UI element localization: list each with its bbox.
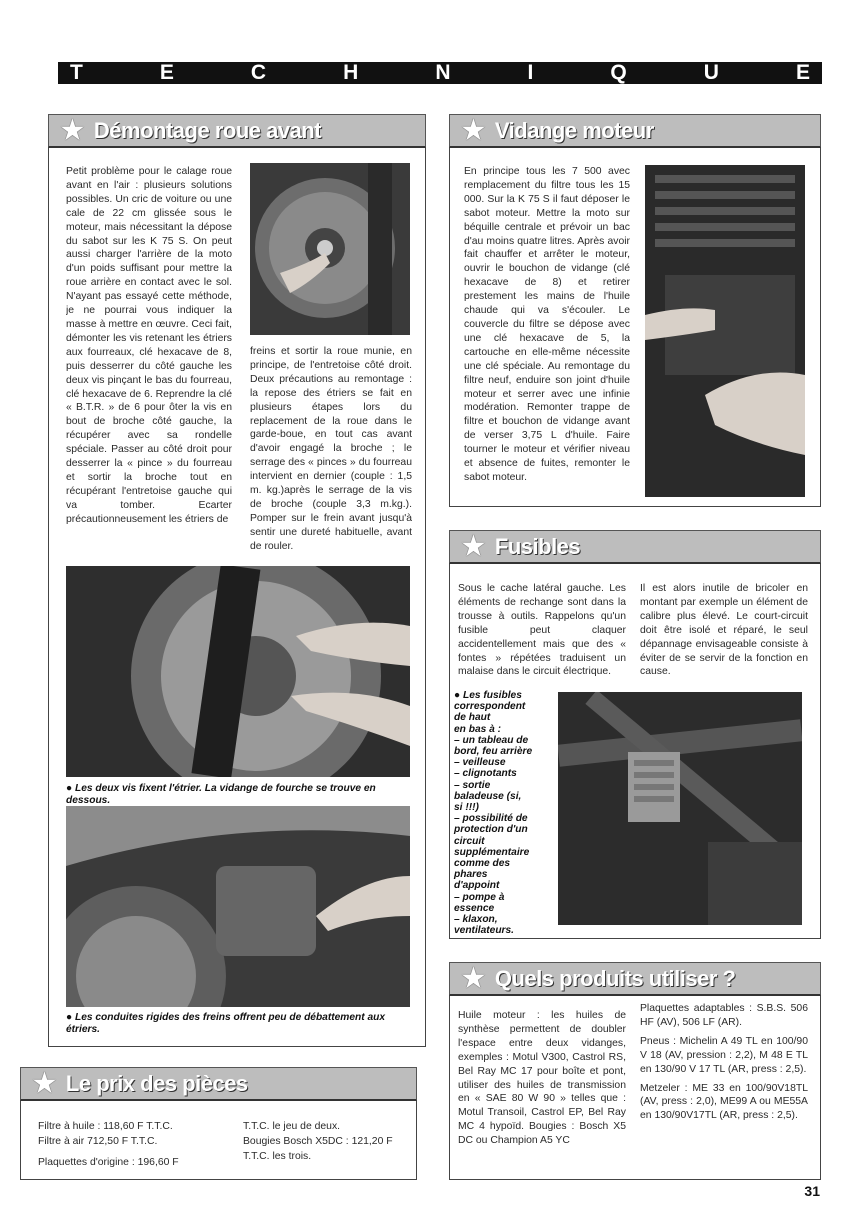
caliper-screws-photo (66, 566, 410, 777)
banner-letter: T (70, 61, 83, 84)
banner-letter: E (795, 61, 810, 84)
price-line: Bougies Bosch X5DC : 121,20 F (243, 1136, 393, 1147)
banner-letter: C (250, 61, 267, 84)
caption-line: circuit (454, 835, 485, 847)
caption-line: en bas à : (454, 723, 501, 735)
caption-line: supplémentaire (454, 846, 530, 858)
caption-line: – klaxon, (454, 914, 498, 926)
produits-plaquettes: Plaquettes adaptables : S.B.S. 506 HF (AV), 506 LF (AR). (640, 1003, 808, 1028)
prix-right (243, 1119, 413, 1164)
demontage-text-left: Petit problème pour le calage roue avant en l'air : plusieurs solutions possibles. Un cric de voiture ou une cale de 22 cm glissée sous le moteur, mais nécessitant la dépose du sabot sur les K 75 S. On peut aussi charger l'arrière de la moto d'un poids suffisant pour mettre la roue arrière en contact avec le sol. N'ayant pas essayé cette méthode, je ne pourrai vous indiquer la masse à mettre en œuvre. Ceci fait, démonter les vis retenant les étriers aux fourreaux, clé hexacave de 8, puis desserrer du côté gauche les deux vis pinçant le bas du fourreau, clé hexacave de 6. Reprendre la clé « B.T.R. » de 6 pour ôter la vis en bout de broche côté gauche, la récupérer avec sa rondelle spéciale. Passer au côté droit pour desserrer la « pince » du fourreau et sortir la broche tout en récupérant l'entretoise gauche qui va tomber. Ecarter précautionneusement les étriers de (66, 166, 232, 525)
vidange-title: Vidange moteur (494, 117, 654, 143)
star-icon: ★ (460, 529, 487, 563)
caption-line: – possibilité de (454, 813, 528, 825)
prix-header (20, 1067, 417, 1101)
caption-line: baladeuse (si, (454, 790, 522, 802)
price-line: Filtre à air 712,50 F T.T.C. (38, 1136, 158, 1147)
demontage-title: Démontage roue avant (93, 117, 322, 143)
caption-line: phares (454, 869, 488, 881)
prix-title: Le prix des pièces (65, 1070, 248, 1096)
fusibles-caption (454, 690, 558, 936)
produits-pneus: Pneus : Michelin A 49 TL en 100/90 V 18 (AV, pression : 2,2), M 48 E TL en 130/90 V 17 TL (AR, press : 2,5). (640, 1035, 808, 1075)
price-line: Plaquettes d'origine : 196,60 F (38, 1157, 179, 1168)
demontage-text-right: freins et sortir la roue munie, en principe, de l'entretoise côté droit. Deux précautions au remontage : la repose des étriers se fait en plusieurs étapes lors du replacement de la roue dans le garde-boue, en tout cas avant d'avoir engagé la broche ; le serrage des « pinces » du fourreau intervient en dernier (couple : 1,5 m. kg.)après le serrage de la vis de broche (couple 3,3 m.kg.). Pomper sur le frein avant jusqu'à sentir une dureté habituelle, avant de rouler. (250, 346, 412, 552)
star-icon: ★ (460, 961, 487, 995)
caption-line: correspondent (454, 701, 526, 713)
caption-caliper: ● Les deux vis fixent l'étrier. La vidange de fourche se trouve en dessous. (66, 783, 376, 806)
caption-line: comme des (454, 858, 511, 870)
caption-line: – clignotants (454, 768, 517, 780)
fusibles-text-left: Sous le cache latéral gauche. Les éléments de rechange sont dans la trousse à outils. Rappelons qu'un fusible peut claquer accidentellement mais que des « fontes » répétées traduisent un malaise dans le circuit électrique. (458, 583, 626, 678)
caption-line: ● Les fusibles (454, 690, 522, 701)
produits-metzeler: Metzeler : ME 33 en 100/90V18TL (AV, press : 2,0), ME99 A ou ME55A en 130/90V17TL (AR, press : 2,5). (640, 1082, 808, 1122)
caption-brake-lines: ● Les conduites rigides des freins offrent peu de débattement aux étriers. (66, 1012, 386, 1035)
caption-line: – pompe à (454, 891, 505, 903)
page-number: 31 (804, 1183, 820, 1199)
technique-banner (58, 62, 822, 84)
front-wheel-photo (250, 163, 410, 335)
caption-line: ventilateurs. (454, 925, 515, 937)
banner-letter: H (343, 61, 359, 84)
vidange-text: En principe tous les 7 500 avec remplacement du filtre tous les 15 000. Sur la K 75 S il faut déposer le sabot moteur. Mettre la moto sur béquille centrale et prévoir un bac d'au moins quatre litres. Après avoir fait chauffer et arrêter le moteur, ouvrir le bouchon de vidange (clé hexacave de 8) et retirer prestement les mains de l'huile chaude qui va s'écouler. Le couvercle du filtre se dépose avec une clé hexacave de 5, la cartouche en elle-même nécessite une clé spéciale. Au remontage du filtre neuf, enduire son joint d'huile moteur et serrer avec une infinie modération. Remonter trappe de filtre et bouchon de vidange avant de verser 3,75 L d'huile. Faire tourner le moteur et vérifier niveau et absence de fuites, remonter le sabot moteur. (464, 166, 630, 483)
fusibles-header (449, 530, 821, 564)
brake-lines-photo (66, 806, 410, 1007)
fuse-box-photo (558, 692, 802, 925)
prix-left (38, 1119, 238, 1170)
banner-letter: N (435, 61, 451, 84)
price-line: Filtre à huile : 118,60 F T.T.C. (38, 1121, 173, 1132)
caption-line: – un tableau de (454, 734, 529, 746)
demontage-header (48, 114, 426, 148)
banner-letter: Q (610, 61, 627, 84)
banner-letter: U (703, 61, 719, 84)
engine-oil-photo (645, 165, 805, 497)
banner-letter: I (527, 61, 534, 84)
produits-text-left: Huile moteur : les huiles de synthèse permettent de doubler l'espace entre deux vidanges, exemples : Motul V300, Castrol RS, Bel Ray MC 17 pour boîte et pont, utiliser des huiles de transmission en « SAE 80 W 90 » telles que : Motul Transoil, Castrol EP, Bel Ray MC 4 hypoïd. Bougies : Bosch X5 DC ou Champion A5 YC (458, 1010, 626, 1147)
star-icon: ★ (31, 1066, 58, 1100)
caption-line: d'appoint (454, 880, 500, 892)
banner-letter: E (159, 61, 174, 84)
fusibles-title: Fusibles (494, 533, 581, 559)
price-line: T.T.C. le jeu de deux. (243, 1121, 341, 1132)
caption-line: – veilleuse (454, 757, 506, 769)
price-line: T.T.C. les trois. (243, 1151, 312, 1162)
caption-line: essence (454, 902, 495, 914)
produits-text-right (640, 1002, 808, 1177)
caption-line: protection d'un (454, 824, 528, 836)
caption-line: de haut (454, 712, 491, 724)
produits-title: Quels produits utiliser ? (494, 965, 736, 991)
caption-line: si !!!) (454, 802, 479, 814)
star-icon: ★ (460, 113, 487, 147)
fusibles-text-right: Il est alors inutile de bricoler en montant par exemple un élément de calibre plus élevé. Le court-circuit doit être isolé et réparé, le seul dépannage envisageable consiste à éviter de se servir de la fonction en cause. (640, 583, 808, 678)
produits-header (449, 962, 821, 996)
star-icon: ★ (59, 113, 86, 147)
caption-line: bord, feu arrière (454, 746, 533, 758)
vidange-header (449, 114, 821, 148)
caption-line: – sortie (454, 779, 491, 791)
